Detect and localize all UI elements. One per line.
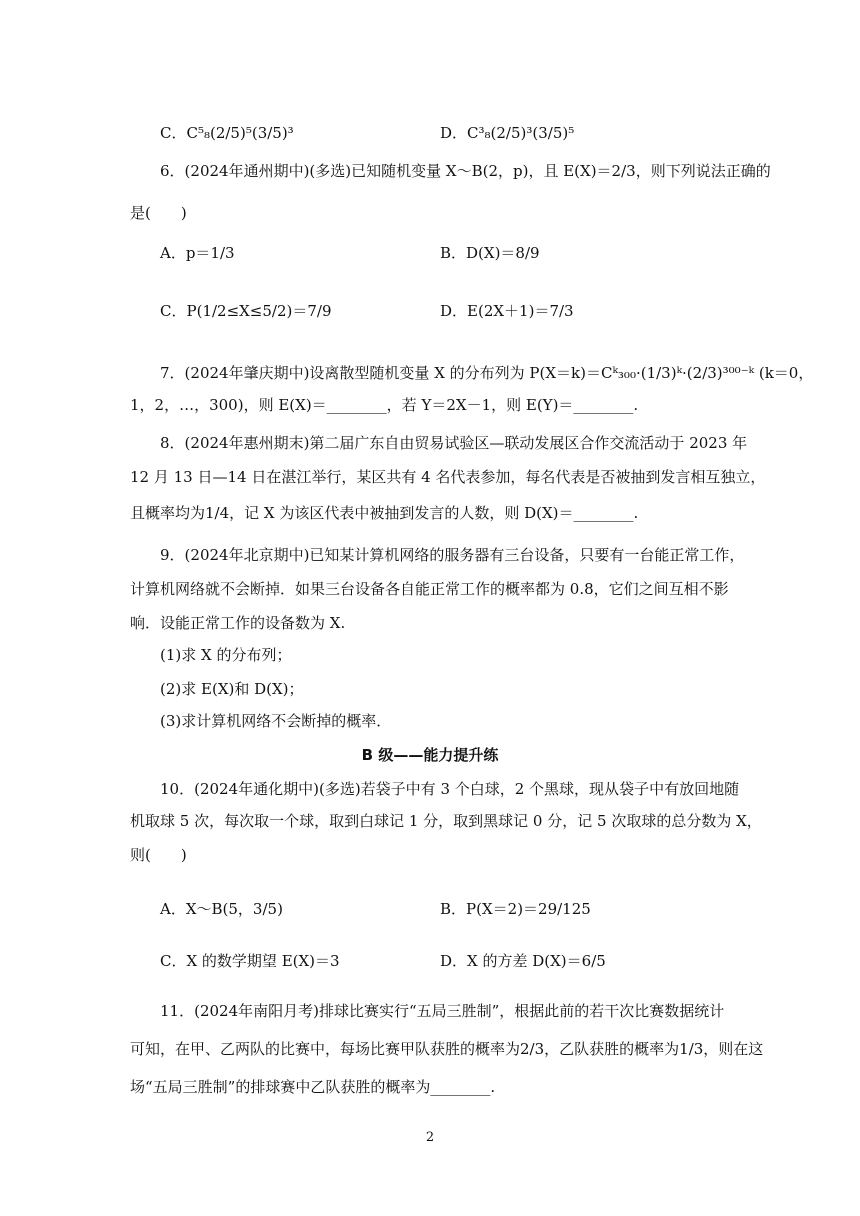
q8-line-2: 12 月 13 日—14 日在湛江举行，某区共有 4 名代表参加，每名代表是否被抽到发言相互独立， [130,468,766,486]
q10-option-c: C．X 的数学期望 E(X)＝3 [160,952,340,970]
q11-line-2: 可知，在甲、乙两队的比赛中，每场比赛甲队获胜的概率为2/3，乙队获胜的概率为1/3，则在这 [130,1040,764,1058]
q10-line-1: 10．(2024年通化期中)(多选)若袋子中有 3 个白球，2 个黑球，现从袋子中有放回地随 [160,780,740,798]
q10-line-2: 机取球 5 次，每次取一个球，取到白球记 1 分，取到黑球记 0 分，记 5 次取球的总分数为 X， [130,812,762,830]
q10-option-b: B．P(X＝2)＝29/125 [440,900,591,918]
q6-option-c: C．P(1/2≤X≤5/2)＝7/9 [160,302,332,320]
q5-option-c: C．C⁵₈(2/5)⁵(3/5)³ [160,124,294,142]
q6-options-cd [0,298,860,324]
q10-option-d: D．X 的方差 D(X)＝6/5 [440,952,606,970]
q6-options-ab [0,240,860,266]
q9-part-3: (3)求计算机网络不会断掉的概率． [160,712,392,730]
q11-line-3: 场“五局三胜制”的排球赛中乙队获胜的概率为________. [130,1078,496,1096]
q9-line-2: 计算机网络就不会断掉．如果三台设备各自能正常工作的概率都为 0.8，它们之间互相不影 [130,580,729,598]
q6-option-b: B．D(X)＝8/9 [440,244,540,262]
q6-stem-line-1: 6．(2024年通州期中)(多选)已知随机变量 X～B(2，p)，且 E(X)＝2/3，则下列说法正确的 [160,162,771,180]
q10-options-cd [0,948,860,974]
q6-option-d: D．E(2X＋1)＝7/3 [440,302,574,320]
q9-line-1: 9．(2024年北京期中)已知某计算机网络的服务器有三台设备，只要有一台能正常工作， [160,546,745,564]
q5-options [0,120,860,146]
q6-stem-line-2: 是( ) [130,204,187,222]
q8-line-3: 且概率均为1/4，记 X 为该区代表中被抽到发言的人数，则 D(X)＝________. [130,504,639,522]
q9-line-3: 响．设能正常工作的设备数为 X. [130,614,346,632]
q10-options-ab [0,896,860,922]
q7-line-2: 1，2，…，300)，则 E(X)＝________，若 Y＝2X－1，则 E(Y)＝________. [130,396,639,414]
q10-option-a: A．X～B(5，3/5) [160,900,283,918]
section-heading-b: B 级——能力提升练 [361,746,499,764]
page-number: 2 [425,1130,435,1145]
q8-line-1: 8．(2024年惠州期末)第二届广东自由贸易试验区—联动发展区合作交流活动于 2023 年 [160,434,748,452]
q6-option-a: A．p＝1/3 [160,244,235,262]
q10-line-3: 则( ) [130,846,187,864]
q11-line-1: 11．(2024年南阳月考)排球比赛实行“五局三胜制”，根据此前的若干次比赛数据统计 [160,1002,725,1020]
q9-part-1: (1)求 X 的分布列； [160,646,292,664]
q5-option-d: D．C³₈(2/5)³(3/5)⁵ [440,124,575,142]
q9-part-2: (2)求 E(X)和 D(X)； [160,680,304,698]
q7-line-1: 7．(2024年肇庆期中)设离散型随机变量 X 的分布列为 P(X＝k)＝Cᵏ₃₀₀·(1/3)ᵏ·(2/3)³⁰⁰⁻ᵏ (k＝0， [160,364,814,382]
